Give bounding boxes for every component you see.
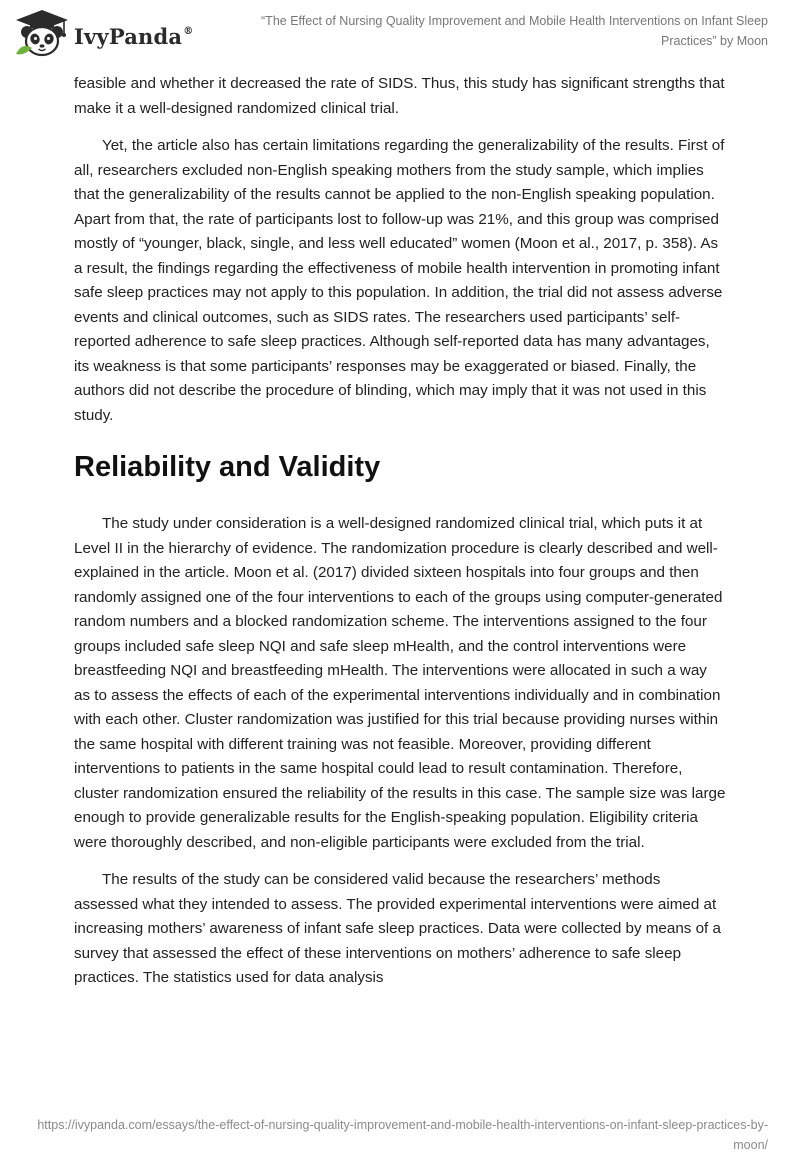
paragraph-continuation: feasible and whether it decreased the rate of SIDS. Thus, this study has significant strengths that make it a well-designed randomized clinical trial.	[74, 75, 725, 117]
document-title: “The Effect of Nursing Quality Improvement and Mobile Health Interventions on Infant Sleep Practices” by Moon	[261, 14, 768, 48]
paragraph-limitations: Yet, the article also has certain limitations regarding the generalizability of the results. First of all, researchers excluded non-English speaking mothers from the study sample, which implies that the generalizability of the results cannot be applied to the non-English speaking population. Apart from that, the rate of participants lost to follow-up was 21%, and this group was comprised mostly of “younger, black, single, and less well educated” women (Moon et al., 2017, p. 358). As a result, the findings regarding the effectiveness of mobile health intervention in promoting infant safe sleep practices may not apply to this population. In addition, the trial did not assess adverse events and clinical outcomes, such as SIDS rates. The researchers used participants’ self-reported adherence to safe sleep practices. Although self-reported data has many advantages, its weakness is that some participants’ responses may be exaggerated or biased. Finally, the authors did not describe the procedure of blinding, which may imply that it was not used in this study.	[74, 137, 725, 424]
paragraph-reliability: The study under consideration is a well-designed randomized clinical trial, which puts it at Level II in the hierarchy of evidence. The randomization procedure is clearly described and well-explained in the article. Moon et al. (2017) divided sixteen hospitals into four groups and then randomly assigned one of the four interventions to each of the groups using computer-generated random numbers and a blocked randomization scheme. The interventions assigned to the four groups included safe sleep NQI and safe sleep mHealth, and the control interventions were breastfeeding NQI and breastfeeding mHealth. The interventions were allocated in such a way as to assess the effects of each of the experimental interventions individually and in combination with each other. Cluster randomization was justified for this trial because providing nurses within the same hospital with different training was not feasible. Moreover, providing different interventions to patients in the same hospital could lead to result contamination. Therefore, cluster randomization ensured the reliability of the results in this case. The sample size was large enough to provide generalizable results for the English-speaking population. Eligibility criteria were thoroughly described, and non-eligible participants were excluded from the trial.	[74, 515, 726, 851]
page-header	[0, 0, 800, 70]
brand-name: IvyPanda®	[74, 23, 194, 49]
trademark-symbol: ®	[183, 25, 194, 37]
panda-graduate-icon	[14, 8, 70, 58]
source-url-link[interactable]: https://ivypanda.com/essays/the-effect-of-nursing-quality-improvement-and-mobile-health-interventions-on-infant-sleep-practices-by-moon/	[37, 1118, 768, 1152]
paragraph-validity: The results of the study can be considered valid because the researchers’ methods assessed what they intended to assess. The provided experimental interventions were aimed at increasing mothers’ awareness of infant safe sleep practices. Data were collected by means of a survey that assessed the effect of these interventions on mothers’ adherence to safe sleep practices. The statistics used for data analysis	[74, 871, 721, 986]
brand-logo[interactable]	[14, 8, 193, 58]
article-body	[74, 72, 726, 1004]
section-heading: Reliability and Validity	[74, 451, 381, 483]
